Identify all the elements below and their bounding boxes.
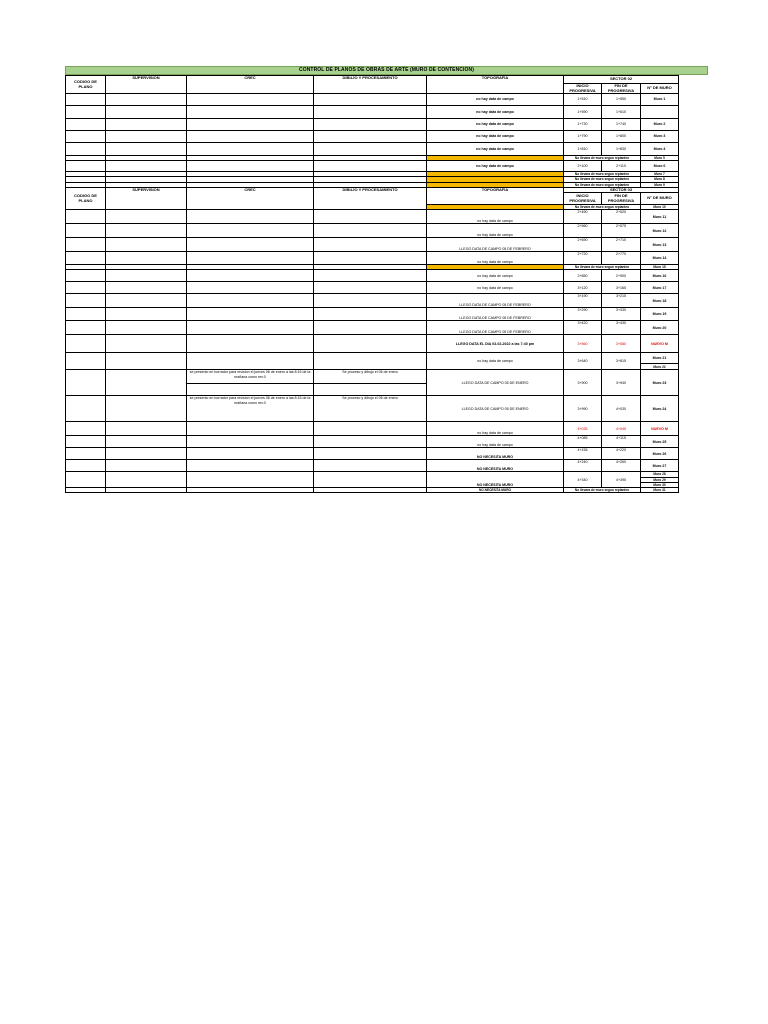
table-row <box>66 436 709 448</box>
inicio-cell: 4+035 <box>564 422 602 436</box>
inicio-cell: 3+560 <box>564 335 602 353</box>
inicio-cell: 3+640 <box>564 353 602 370</box>
table-row <box>66 224 709 238</box>
header-supervision: SUPERVISION <box>106 76 187 94</box>
muro-cell: Muro 22 <box>641 364 679 370</box>
topo-cell: no hay data de campo <box>427 119 564 131</box>
muro-cell: NUEVO M <box>641 335 679 353</box>
fin-cell: 3+580 <box>602 335 641 353</box>
header-supervision: SUPERVISION <box>106 187 187 209</box>
inicio-cell: 2+100 <box>564 161 602 172</box>
fin-cell: 1+610 <box>602 106 641 119</box>
fin-cell: 1+800 <box>602 131 641 143</box>
table-row <box>66 270 709 282</box>
fin-cell: 2+900 <box>602 270 641 282</box>
fin-cell: 4+395 <box>602 472 641 488</box>
table-row <box>66 353 709 364</box>
fin-cell: 2+770 <box>602 252 641 265</box>
inicio-cell: 2+690 <box>564 238 602 252</box>
inicio-cell: 3+120 <box>564 282 602 294</box>
topo-cell: LLEGO DATA DE CAMPO 05 DE FEBRERO <box>427 238 564 252</box>
muro-cell: Muro 11 <box>641 210 679 224</box>
muro-cell: Muro 1 <box>641 94 679 106</box>
sector-03-label: SECTOR 03 <box>564 187 679 192</box>
muro-cell: Muro 4 <box>641 143 679 156</box>
table-row <box>66 294 709 308</box>
header-topografia: TOPOGRAFIA <box>427 187 564 204</box>
table-row <box>66 106 709 119</box>
muro-cell: Muro 14 <box>641 252 679 265</box>
topo-cell: no hay data de campo <box>427 106 564 119</box>
muro-cell: Muro 24 <box>641 396 679 422</box>
fin-cell: 3+165 <box>602 282 641 294</box>
table-row <box>66 460 709 472</box>
topo-cell: LLEGO DATA DE CAMPO 05 DE ENERO <box>427 396 564 422</box>
inicio-cell: 4+240 <box>564 460 602 472</box>
muro-cell: Muro 6 <box>641 161 679 172</box>
muro-cell: Muro 8 <box>641 177 679 182</box>
fin-cell: 2+110 <box>602 161 641 172</box>
header-inicio: INICIO PROGRESIVA <box>564 193 602 205</box>
topo-cell: LLEGO DATA DE CAMPO 05 DE ENERO <box>427 370 564 396</box>
fin-cell: 4+115 <box>602 436 641 448</box>
no-replanteo-cell: No llevara de muro segun replanteo <box>564 156 641 161</box>
table-row <box>66 308 709 321</box>
header-dibujo: DIBUJO Y PROCESAMIENTO <box>314 76 427 94</box>
inicio-cell: 1+810 <box>564 143 602 156</box>
muro-cell: Muro 13 <box>641 238 679 252</box>
topo-cell: NO NECESITA MURO <box>427 488 564 493</box>
topo-cell: no hay data de campo <box>427 353 564 370</box>
inicio-cell: 2+720 <box>564 252 602 265</box>
table-row <box>66 252 709 265</box>
header-crec: CREC <box>187 76 314 94</box>
inicio-cell: 2+850 <box>564 270 602 282</box>
muro-cell: Muro 5 <box>641 156 679 161</box>
table-row <box>66 131 709 143</box>
table-row <box>66 396 709 422</box>
muro-cell: Muro 7 <box>641 172 679 177</box>
topo-cell: LLEGO DATA DE CAMPO 05 DE FEBRERO <box>427 308 564 321</box>
no-replanteo-cell: No llevara de muro segun replanteo <box>564 488 641 493</box>
table-row <box>66 321 709 335</box>
no-replanteo-cell: No llevara de muro segun replanteo <box>564 177 641 182</box>
table-row <box>66 488 709 493</box>
table-row <box>66 335 709 353</box>
table-row <box>66 161 709 172</box>
muro-cell: Muro 2 <box>641 119 679 131</box>
inicio-cell: 3+900 <box>564 370 602 396</box>
header-muro: N° DE MURO <box>641 193 679 205</box>
topo-cell: no hay data de campo <box>427 270 564 282</box>
fin-cell: 2+710 <box>602 238 641 252</box>
muro-cell: Muro 26 <box>641 448 679 460</box>
header-muro: N° DE MURO <box>641 84 679 94</box>
inicio-cell: 3+420 <box>564 321 602 335</box>
inicio-cell: 2+560 <box>564 224 602 238</box>
muro-cell: Muro 29 <box>641 477 679 482</box>
topo-cell: no hay data de campo <box>427 161 564 172</box>
fin-cell: 1+550 <box>602 94 641 106</box>
muro-cell: Muro 28 <box>641 472 679 477</box>
topo-cell: no hay data de campo <box>427 224 564 238</box>
table-row <box>66 238 709 252</box>
header-inicio: INICIO PROGRESIVA <box>564 84 602 94</box>
topo-cell: NO NECESITA MURO <box>427 472 564 488</box>
fin-cell: 4+220 <box>602 448 641 460</box>
muro-cell: Muro 19 <box>641 308 679 321</box>
inicio-cell: 1+590 <box>564 106 602 119</box>
muro-cell: Muro 15 <box>641 265 679 270</box>
table-row <box>66 210 709 224</box>
muro-cell: Muro 3 <box>641 131 679 143</box>
muro-cell: Muro 18 <box>641 294 679 308</box>
table-row <box>66 370 709 384</box>
muro-cell <box>641 106 679 119</box>
header-crec: CREC <box>187 187 314 209</box>
no-replanteo-cell: No llevara de muro segun replanteo <box>564 265 641 270</box>
fin-cell: 3+815 <box>602 353 641 370</box>
fin-cell: 4+260 <box>602 460 641 472</box>
fin-cell: 2+575 <box>602 224 641 238</box>
no-replanteo-cell: No llevara de muro segun replanteo <box>564 172 641 177</box>
header-dibujo: DIBUJO Y PROCESAMIENTO <box>314 187 427 209</box>
topo-cell: NO NECESITA MURO <box>427 448 564 460</box>
fin-cell: 4+030 <box>602 396 641 422</box>
table-row <box>66 472 709 477</box>
muro-cell: Muro 23 <box>641 370 679 396</box>
topo-cell: no hay data de campo <box>427 210 564 224</box>
dibujo-note-cell: Se proceso y dibujo el 06 de enero <box>314 396 427 422</box>
inicio-cell: 3+190 <box>564 294 602 308</box>
crec-note-cell: se presento en borrador para revision el jueves 06 de enero a las 8:15 de la mañana como rev.0 <box>187 370 314 384</box>
fin-cell: 3+215 <box>602 294 641 308</box>
muro-cell: Muro 9 <box>641 182 679 187</box>
inicio-cell: 3+290 <box>564 308 602 321</box>
topo-cell: no hay data de campo <box>427 282 564 294</box>
inicio-cell: 4+085 <box>564 436 602 448</box>
header-topografia: TOPOGRAFIA <box>427 76 564 94</box>
fin-cell: 3+330 <box>602 308 641 321</box>
fin-cell: 3+430 <box>602 321 641 335</box>
fin-cell: 4+045 <box>602 422 641 436</box>
muro-cell: Muro 12 <box>641 224 679 238</box>
fin-cell: 3+940 <box>602 370 641 396</box>
sheet-title: CONTROL DE PLANOS DE OBRAS DE ARTE (MURO DE CONTENCION) <box>65 66 708 75</box>
inicio-cell: 1+790 <box>564 131 602 143</box>
table-row <box>66 282 709 294</box>
topo-cell: NO NECESITA MURO <box>427 460 564 472</box>
no-replanteo-cell: No llevara de muro segun replanteo <box>564 182 641 187</box>
muro-cell: Muro 17 <box>641 282 679 294</box>
spreadsheet <box>65 66 708 493</box>
topo-cell: LLEGO DATA DE CAMPO 05 DE FEBRERO <box>427 321 564 335</box>
table-row <box>66 143 709 156</box>
header-fin: FIN DE PROGRESIVA <box>602 84 641 94</box>
header-fin: FIN DE PROGRESIVA <box>602 193 641 205</box>
dibujo-note-cell: Se proceso y dibujo el 06 de enero <box>314 370 427 384</box>
topo-cell: no hay data de campo <box>427 436 564 448</box>
fin-cell: 1+830 <box>602 143 641 156</box>
topo-cell: LLEGO DATA EL DIA 03-02-2022 a las 7:40 pm <box>427 335 564 353</box>
muro-cell: NUEVO M <box>641 422 679 436</box>
inicio-cell: 4+155 <box>564 448 602 460</box>
table-row <box>66 448 709 460</box>
control-table <box>65 75 709 493</box>
table-row <box>66 94 709 106</box>
fin-cell: 1+740 <box>602 119 641 131</box>
sector-02-label: SECTOR 02 <box>564 76 679 84</box>
inicio-cell: 2+490 <box>564 210 602 224</box>
muro-cell: Muro 21 <box>641 353 679 364</box>
header-codigo: CODIGO DE PLANO <box>66 187 106 209</box>
inicio-cell: 1+510 <box>564 94 602 106</box>
table-row <box>66 119 709 131</box>
topo-cell: no hay data de campo <box>427 252 564 265</box>
crec-note-cell: se presento en borrador para revision el jueves 06 de enero a las 8:15 de la mañana como rev.0 <box>187 396 314 422</box>
table-row <box>66 422 709 436</box>
muro-cell: Muro 27 <box>641 460 679 472</box>
muro-cell: Muro 20 <box>641 321 679 335</box>
muro-cell: Muro 25 <box>641 436 679 448</box>
topo-cell: no hay data de campo <box>427 143 564 156</box>
inicio-cell: 1+730 <box>564 119 602 131</box>
no-replanteo-cell: No llevara de muro segun replanteo <box>564 205 641 210</box>
inicio-cell: 3+990 <box>564 396 602 422</box>
topo-cell: no hay data de campo <box>427 94 564 106</box>
inicio-cell: 4+340 <box>564 472 602 488</box>
muro-cell: Muro 10 <box>641 205 679 210</box>
topo-cell: no hay data de campo <box>427 131 564 143</box>
muro-cell: Muro 30 <box>641 482 679 487</box>
topo-cell: LLEGO DATA DE CAMPO 05 DE FEBRERO <box>427 294 564 308</box>
header-codigo: CODIGO DE PLANO <box>66 76 106 94</box>
muro-cell: Muro 31 <box>641 488 679 493</box>
topo-cell: no hay data de campo <box>427 422 564 436</box>
fin-cell: 2+520 <box>602 210 641 224</box>
muro-cell: Muro 16 <box>641 270 679 282</box>
